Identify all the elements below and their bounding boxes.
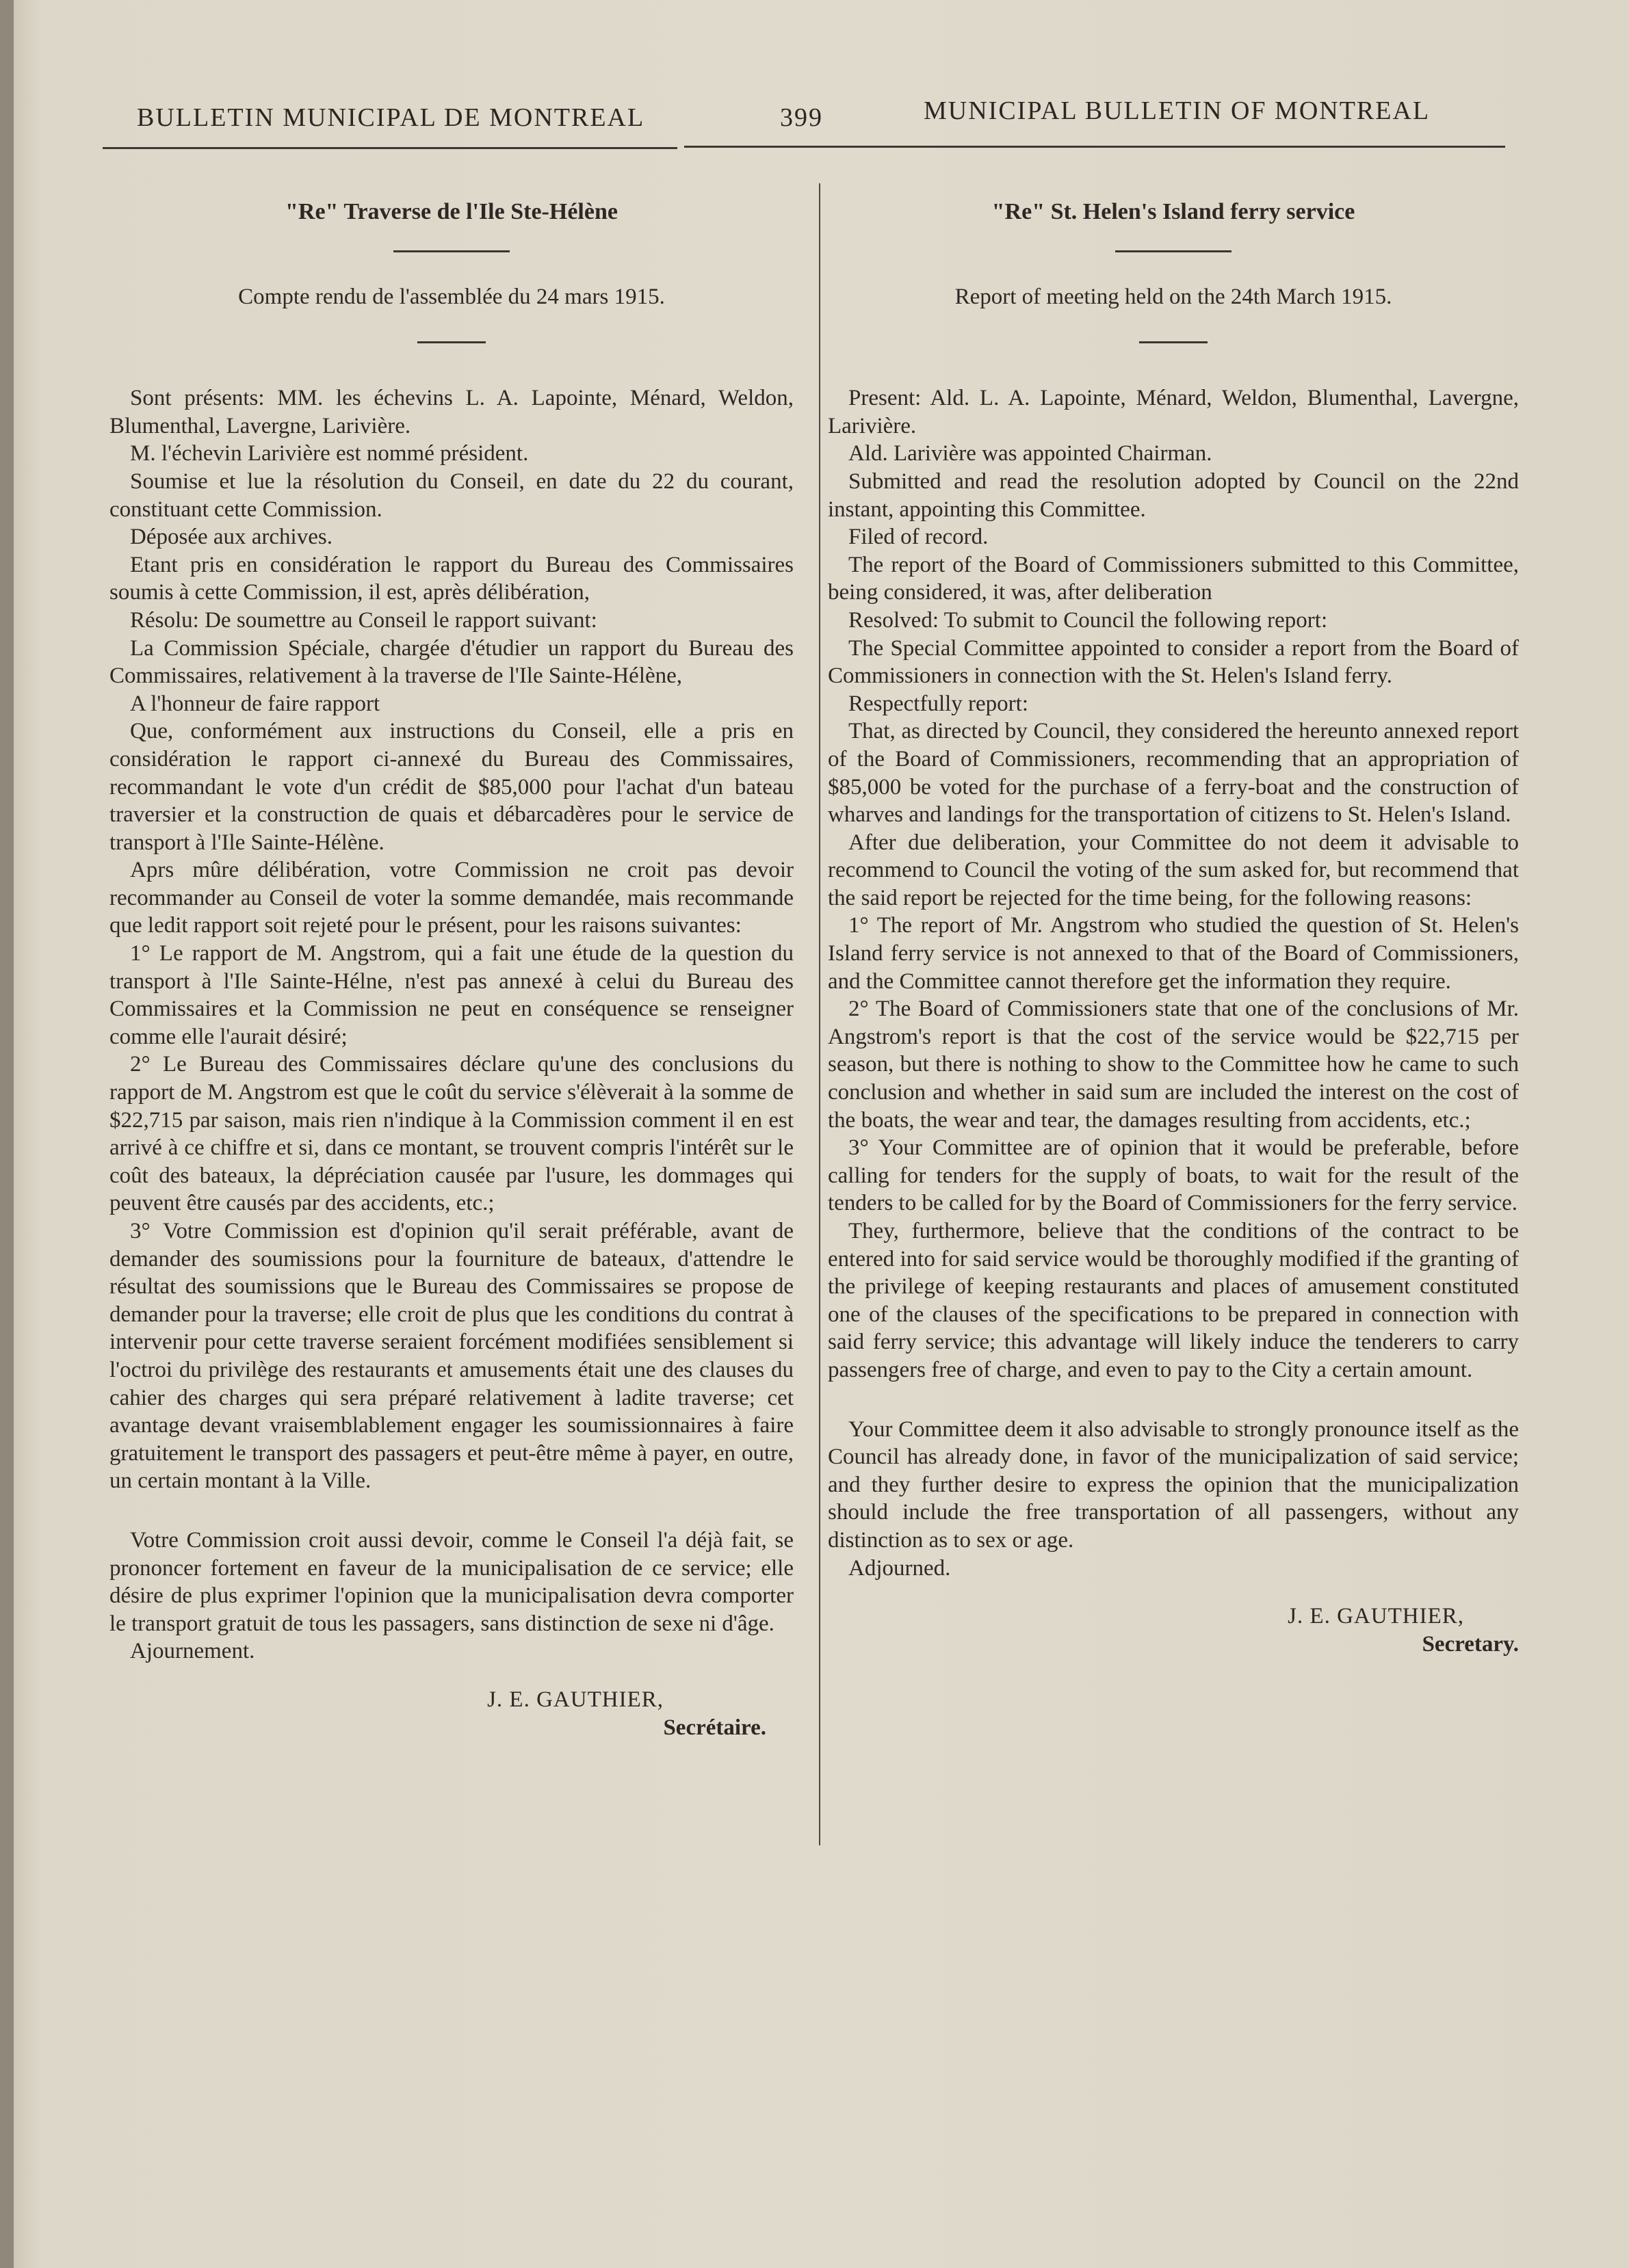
english-paragraph: They, furthermore, believe that the conditions of the contract to be entered into for said service would be thoroughly modified if the granting of the privilege of keeping restaurants and places of amusement constituted one of the clauses of the specifications to be prepared in connection with said ferry service; this advantage will likely induce the tenderers to carry passengers free of charge, and even to pay to the City a certain amount. [828,1219,1519,1382]
english-paragraph: That, as directed by Council, they considered the hereunto annexed report of the Board of Commissioners, recommending that an appropriation of $85,000 be voted for the purchase of a ferry-boat and the construction of wharves and landings for the transportation of citizens to St. Helen's Island. [828,719,1519,828]
english-signatory: J. E. GAUTHIER, [1288,1604,1464,1629]
french-paragraph: Aprs mûre délibération, votre Commission ne croit pas devoir recommander au Conseil de voter la somme demandée, mais recommande que ledit rapport soit rejeté pour le présent, pour les raisons suivantes: [109,858,794,938]
french-paragraph: Déposée aux archives. [130,525,333,550]
french-subtitle-rule [417,341,486,343]
french-title-rule [393,250,510,252]
english-paragraph: Resolved: To submit to Council the following report: [848,607,1328,633]
english-paragraph: Respectfully report: [848,691,1029,716]
english-paragraph: Submitted and read the resolution adopted by Council on the 22nd instant, appointing this Committee. [828,469,1519,522]
english-paragraph: 3° Your Committee are of opinion that it would be preferable, before calling for tenders for the supply of boats, to wait for the result of the tenders to be called for by the Board of Commissioners for the ferry service. [828,1135,1519,1216]
english-paragraph: 2° The Board of Commissioners state that one of the conclusions of Mr. Angstrom's report is that the cost of the service would be $22,715 per season, but there is nothing to show to the Committee how he came to such conclusion and whether in said sum are included the interest on the cost of the boats, the wear and tear, the damages resulting from accidents, etc.; [828,997,1519,1133]
french-paragraph: Etant pris en considération le rapport du Bureau des Commissaires soumis à cette Commission, il est, après délibération, [109,552,794,605]
french-signatory: J. E. GAUTHIER, [487,1687,664,1712]
english-subtitle: Report of meeting held on the 24th March 1915. [954,284,1392,309]
french-paragraph: 2° Le Bureau des Commissaires déclare qu'une des conclusions du rapport de M. Angstrom est que le coût du service s'élèverait à la somme de $22,715 par saison, mais rien n'indique à la Commission comment il en est arrivé à ce chiffre et si, dans ce montant, se trouvent compris l'intérêt sur le coût des bateaux, la dépréciation causée par l'usure, les dommages qui peuvent être causés par des accidents, etc.; [109,1052,794,1216]
binding-edge [0,0,14,2268]
french-adjourned: Ajournement. [130,1639,255,1664]
french-paragraph: A l'honneur de faire rapport [130,691,380,716]
column-divider [819,183,820,1845]
english-title: "Re" St. Helen's Island ferry service [991,199,1355,224]
english-paragraph: Ald. Larivière was appointed Chairman. [848,441,1212,466]
page-number: 399 [780,103,823,132]
english-paragraph: Present: Ald. L. A. Lapointe, Ménard, Weldon, Blumenthal, Lavergne, Larivière. [828,386,1519,438]
french-paragraph: M. l'échevin Larivière est nommé président. [130,441,529,466]
french-paragraph: Résolu: De soumettre au Conseil le rapport suivant: [130,607,597,633]
english-signature-block [828,1603,1519,1658]
french-paragraph: Soumise et lue la résolution du Conseil, en date du 22 du courant, constituant cette Commission. [109,469,794,522]
french-paragraph: Sont présents: MM. les échevins L. A. Lapointe, Ménard, Weldon, Blumenthal, Lavergne, Larivière. [109,386,794,438]
french-title: "Re" Traverse de l'Ile Ste-Hélène [285,199,618,224]
english-paragraph: After due deliberation, your Committee do not deem it advisable to recommend to Council the voting of the sum asked for, but recommend that the said report be rejected for the time being, for the following reasons: [828,830,1519,910]
header-left-title: BULLETIN MUNICIPAL DE MONTREAL [137,103,645,132]
french-paragraph: 1° Le rapport de M. Angstrom, qui a fait une étude de la question du transport à l'Ile Sainte-Hélne, n'est pas annexé à celui du Bureau des Commissaires et la Commission ne peut en conséquence se renseigner comme elle l'aurait désiré; [109,941,794,1049]
english-paragraph: The report of the Board of Commissioners submitted to this Committee, being considered, it was, after deliberation [828,552,1519,605]
french-column [109,198,794,1741]
header-rule-right [684,146,1505,148]
english-paragraph: Filed of record. [848,525,989,550]
english-paragraph: 1° The report of Mr. Angstrom who studied the question of St. Helen's Island ferry service is not annexed to that of the Board of Commissioners, and the Committee cannot therefore get the information they require. [828,913,1519,994]
english-paragraph: Your Committee deem it also advisable to strongly pronounce itself as the Council has already done, in favor of the municipalization of said service; and they further desire to express the opinion that the municipalization should include the free transportation of all passengers, without any distinction as to sex or age. [828,1416,1519,1553]
header-right-title: MUNICIPAL BULLETIN OF MONTREAL [924,96,1431,125]
french-signatory-role: Secrétaire. [663,1715,766,1740]
english-subtitle-rule [1139,341,1208,343]
french-paragraph: 3° Votre Commission est d'opinion qu'il serait préférable, avant de demander des soumissions pour la fourniture de bateaux, d'attendre le résultat des soumissions que le Bureau des Commissaires se propose de demander pour la traverse; elle croit de plus que les conditions du contrat à intervenir pour cette traverse seraient forcément modifiées sensiblement si l'octroi du privilège des restaurants et amusements était une des clauses du cahier des charges qui sera préparé relativement à ladite traverse; cet avantage devant vraisemblablement engager les soumissionnaires à faire gratuitement le transport des passagers et peut-être même à payer, en outre, un certain montant à la Ville. [109,1219,794,1494]
english-title-rule [1115,250,1231,252]
english-paragraph: The Special Committee appointed to consider a report from the Board of Commissioners in connection with the St. Helen's Island ferry. [828,635,1519,689]
french-subtitle: Compte rendu de l'assemblée du 24 mars 1915. [238,284,665,309]
english-signatory-role: Secretary. [1422,1631,1519,1657]
french-signature-block [109,1686,794,1741]
french-paragraph: La Commission Spéciale, chargée d'étudier un rapport du Bureau des Commissaires, relativement à la traverse de l'Ile Sainte-Hélène, [109,635,794,689]
french-paragraph: Votre Commission croit aussi devoir, comme le Conseil l'a déjà fait, se prononcer fortement en faveur de la municipalisation de ce service; elle désire de plus exprimer l'opinion que la municipalisation devra comporter le transport gratuit de tous les passagers, sans distinction de sexe ni d'âge. [109,1527,794,1636]
english-column [828,198,1519,1658]
french-paragraph: Que, conformément aux instructions du Conseil, elle a pris en considération le rapport ci-annexé du Bureau des Commissaires, recommandant le vote d'un crédit de $85,000 pour l'achat d'un bateau traversier et la construction de quais et débarcadères pour le service de transport à l'Ile Sainte-Hélène. [109,719,794,855]
english-adjourned: Adjourned. [848,1555,951,1581]
header-rule-left [103,147,677,149]
